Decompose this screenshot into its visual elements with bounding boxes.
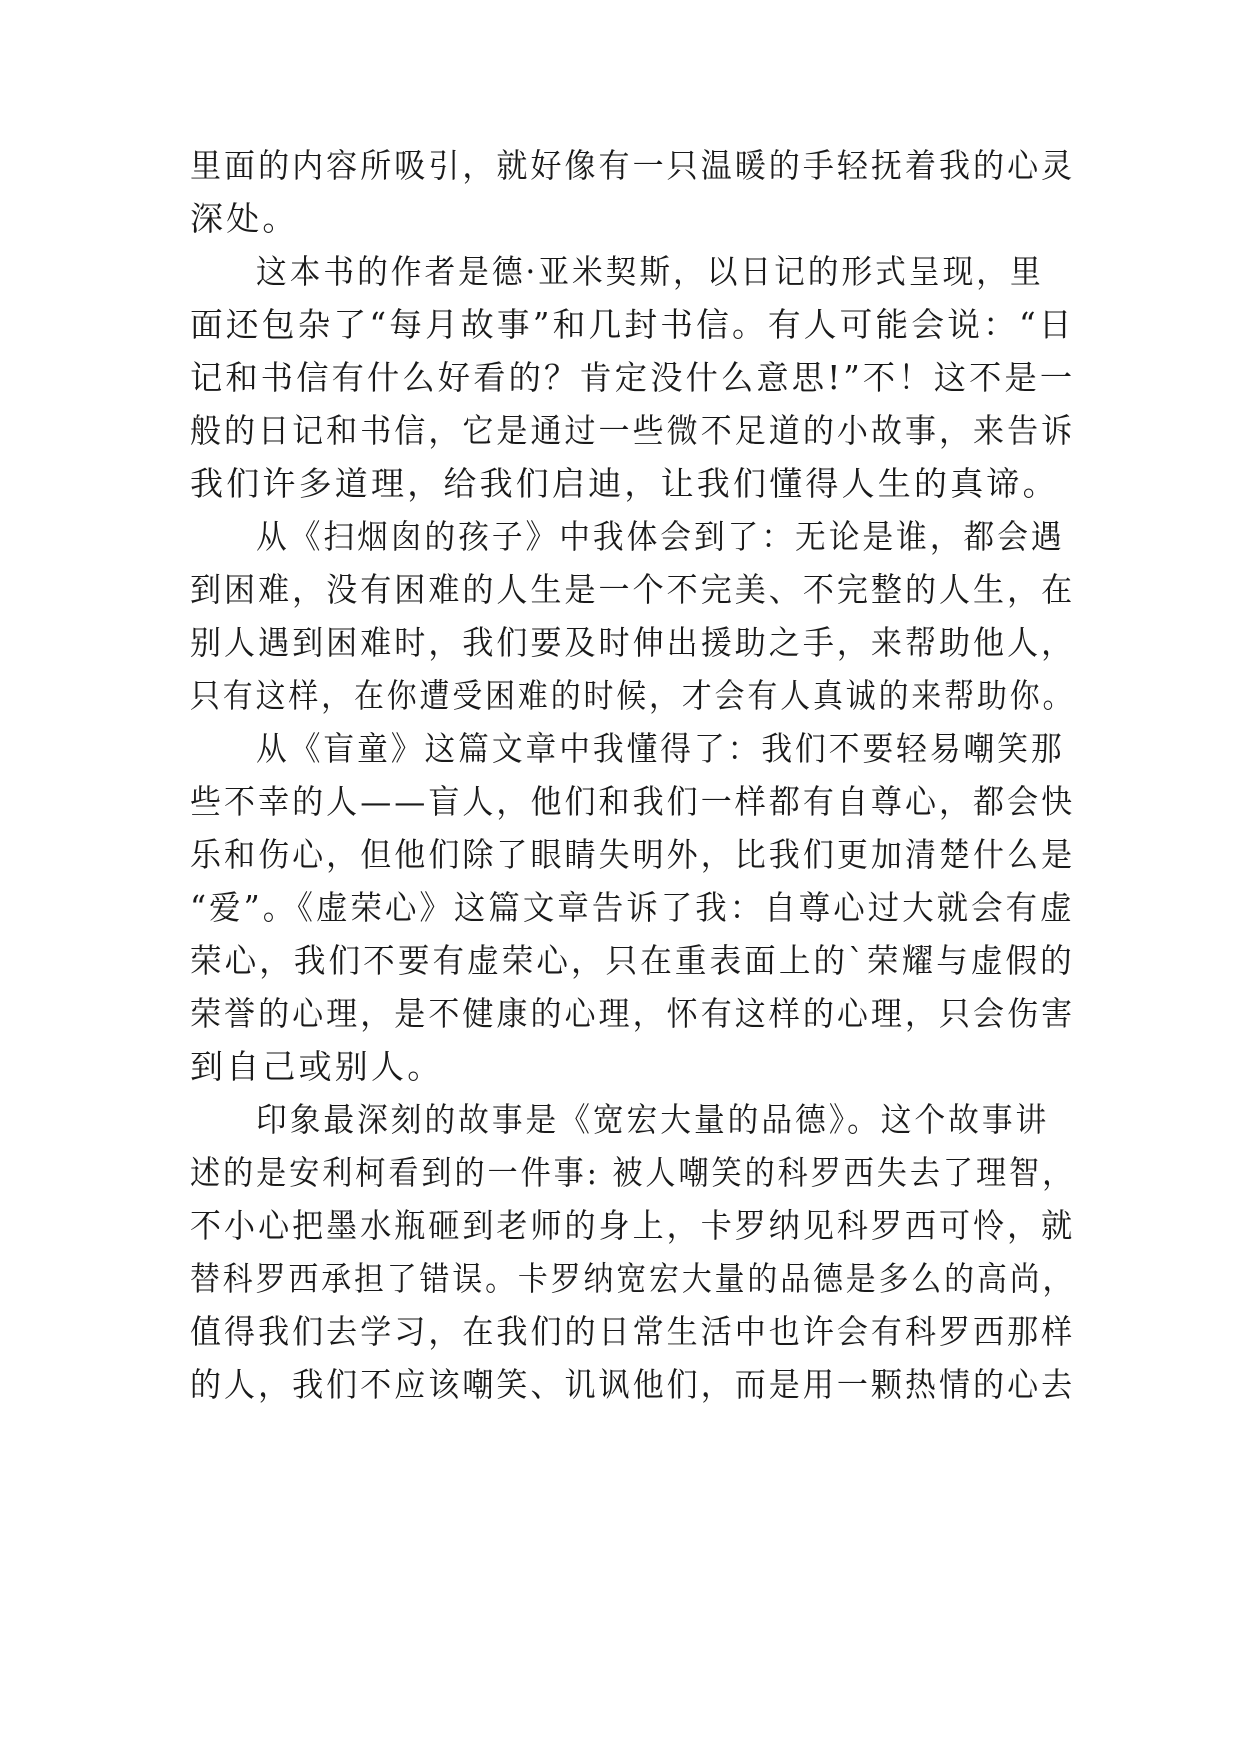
text-line: 到自己或别人。 bbox=[190, 1047, 444, 1086]
text-line: 的人，我们不应该嘲笑、讥讽他们，而是用一颗热情的心去 bbox=[190, 1365, 1076, 1404]
text-line: 到困难，没有困难的人生是一个不完美、不完整的人生，在 bbox=[190, 570, 1076, 609]
text-line: 从《扫烟囱的孩子》中我体会到了：无论是谁，都会遇 bbox=[256, 517, 1065, 556]
text-line: 值得我们去学习，在我们的日常生活中也许会有科罗西那样 bbox=[190, 1312, 1076, 1351]
text-line: 这本书的作者是德·亚米契斯，以日记的形式呈现，里 bbox=[256, 252, 1044, 291]
text-line: 记和书信有什么好看的？肯定没什么意思!”不！这不是一 bbox=[190, 358, 1076, 397]
text-line: 深处。 bbox=[190, 199, 299, 238]
text-line: 述的是安利柯看到的一件事: 被人嘲笑的科罗西失去了理智， bbox=[190, 1153, 1076, 1192]
text-line: 不小心把墨水瓶砸到老师的身上，卡罗纳见科罗西可怜，就 bbox=[190, 1206, 1076, 1245]
text-line: 面还包杂了“每月故事”和几封书信。有人可能会说：“日 bbox=[190, 305, 1075, 344]
text-line: 只有这样，在你遭受困难的时候，才会有人真诚的来帮助你。 bbox=[190, 676, 1076, 715]
text-line: 荣誉的心理，是不健康的心理，怀有这样的心理，只会伤害 bbox=[190, 994, 1076, 1033]
text-line: 替科罗西承担了错误。卡罗纳宽宏大量的品德是多么的高尚， bbox=[190, 1259, 1076, 1298]
text-line: 里面的内容所吸引，就好像有一只温暖的手轻抚着我的心灵 bbox=[190, 146, 1076, 185]
text-line: 荣心，我们不要有虚荣心，只在重表面上的`荣耀与虚假的 bbox=[190, 941, 1075, 980]
text-line: 印象最深刻的故事是《宽宏大量的品德》。这个故事讲 bbox=[256, 1100, 1050, 1139]
text-line: 般的日记和书信，它是通过一些微不足道的小故事，来告诉 bbox=[190, 411, 1076, 450]
text-line: 我们许多道理，给我们启迪，让我们懂得人生的真谛。 bbox=[190, 464, 1059, 503]
text-line: 乐和伤心，但他们除了眼睛失明外，比我们更加清楚什么是 bbox=[190, 835, 1076, 874]
text-line: 些不幸的人——盲人，他们和我们一样都有自尊心，都会快 bbox=[190, 782, 1076, 821]
text-line: 别人遇到困难时，我们要及时伸出援助之手，来帮助他人， bbox=[190, 623, 1076, 662]
text-line: 从《盲童》这篇文章中我懂得了：我们不要轻易嘲笑那 bbox=[256, 729, 1065, 768]
text-line: “爱”。《虚荣心》这篇文章告诉了我：自尊心过大就会有虚 bbox=[190, 888, 1075, 927]
